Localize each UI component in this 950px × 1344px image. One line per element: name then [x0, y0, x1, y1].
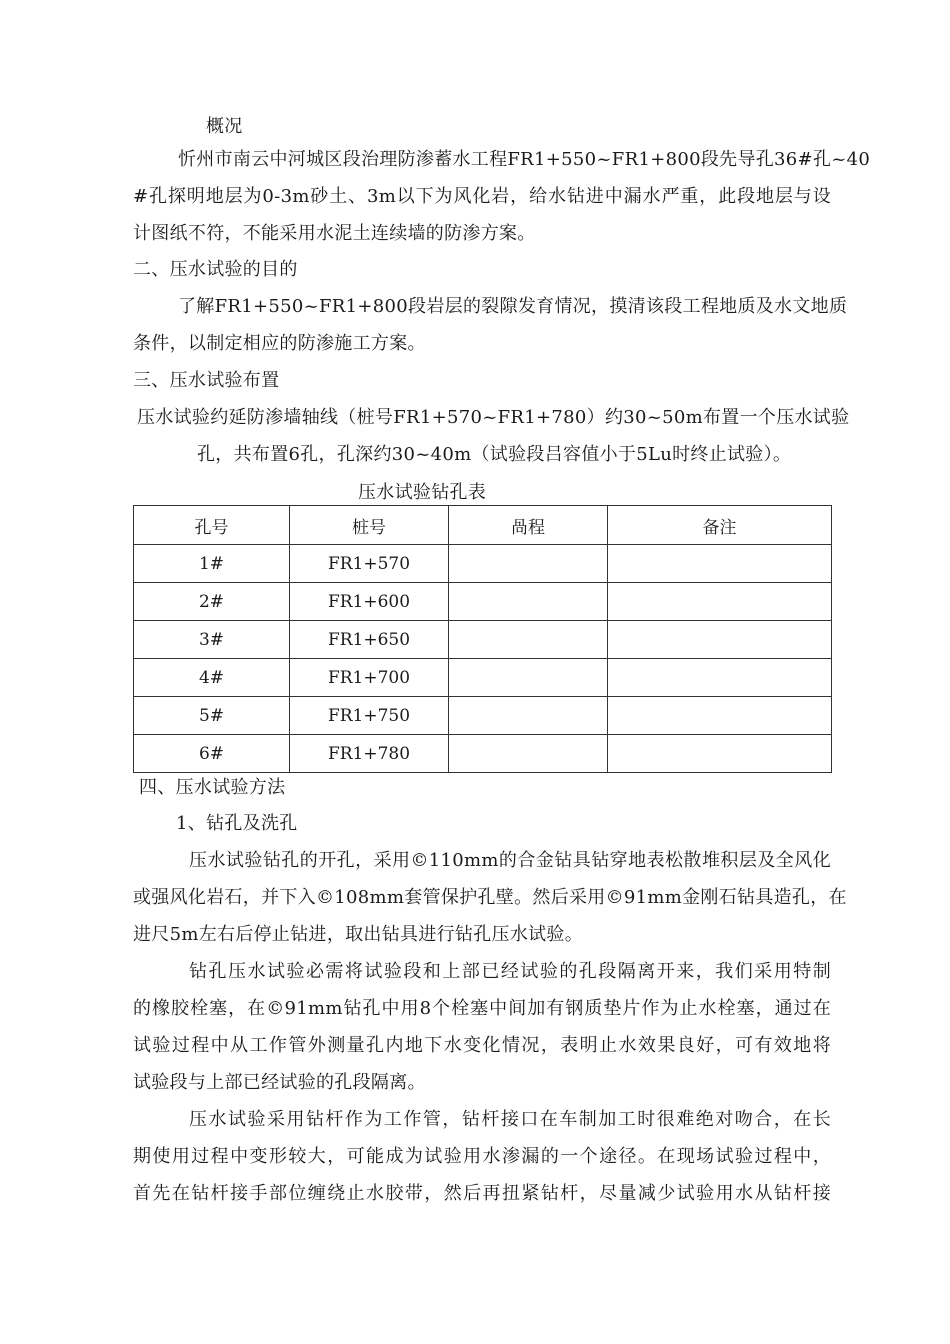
- cell-hole-no: 6#: [134, 735, 290, 773]
- cell-station: FR1+700: [290, 659, 449, 697]
- cell-remarks: [608, 697, 832, 735]
- header-station: 桩号: [290, 506, 449, 545]
- cell-remarks: [608, 735, 832, 773]
- section-method-heading: 四、压水试验方法: [139, 777, 286, 798]
- borehole-table: [133, 505, 832, 773]
- section-purpose-heading: 二、压水试验的目的: [133, 259, 298, 280]
- cell-hole-no: 1#: [134, 545, 290, 583]
- cell-elevation: [449, 621, 608, 659]
- cell-station: FR1+570: [290, 545, 449, 583]
- cell-hole-no: 3#: [134, 621, 290, 659]
- method-paragraph-line: 进尺5m左右后停止钻进，取出钻具进行钻孔压水试验。: [133, 924, 584, 945]
- cell-remarks: [608, 583, 832, 621]
- section-overview-heading: 概况: [206, 116, 243, 137]
- table-row: [134, 697, 832, 735]
- method-paragraph-line: 试验段与上部已经试验的孔段隔离。: [133, 1072, 426, 1093]
- overview-paragraph-line: 计图纸不符，不能采用水泥土连续墙的防渗方案。: [133, 223, 536, 244]
- table-row: [134, 621, 832, 659]
- method-paragraph-line: 钻孔压水试验必需将试验段和上部已经试验的孔段隔离开来，我们采用特制: [189, 961, 831, 982]
- cell-remarks: [608, 545, 832, 583]
- cell-remarks: [608, 659, 832, 697]
- table-row: [134, 545, 832, 583]
- header-hole-no: 孔号: [134, 506, 290, 545]
- method-subheading: 1、钻孔及洗孔: [176, 813, 298, 834]
- overview-paragraph-line: #孔探明地层为0-3m砂土、3m以下为风化岩，给水钻进中漏水严重，此段地层与设: [133, 186, 831, 207]
- method-paragraph-line: 期使用过程中变形较大，可能成为试验用水渗漏的一个途径。在现场试验过程中，: [133, 1146, 831, 1167]
- section-layout-heading: 三、压水试验布置: [133, 370, 280, 391]
- cell-hole-no: 5#: [134, 697, 290, 735]
- purpose-paragraph-line: 了解FR1+550~FR1+800段岩层的裂隙发育情况，摸清该段工程地质及水文地质: [178, 296, 848, 317]
- cell-station: FR1+780: [290, 735, 449, 773]
- header-remarks: 备注: [608, 506, 832, 545]
- method-paragraph-line: 或强风化岩石，并下入©108mm套管保护孔壁。然后采用©91mm金刚石钻具造孔，在: [133, 887, 847, 908]
- cell-hole-no: 2#: [134, 583, 290, 621]
- layout-paragraph-line: 孔，共布置6孔，孔深约30~40m（试验段吕容值小于5Lu时终止试验）。: [197, 444, 792, 465]
- purpose-paragraph-line: 条件，以制定相应的防渗施工方案。: [133, 333, 426, 354]
- method-paragraph-line: 试验过程中从工作管外测量孔内地下水变化情况，表明止水效果良好，可有效地将: [133, 1035, 831, 1056]
- cell-elevation: [449, 583, 608, 621]
- cell-elevation: [449, 659, 608, 697]
- method-paragraph-line: 首先在钻杆接手部位缠绕止水胶带，然后再扭紧钻杆，尽量减少试验用水从钻杆接: [133, 1183, 831, 1204]
- cell-station: FR1+600: [290, 583, 449, 621]
- cell-station: FR1+750: [290, 697, 449, 735]
- cell-elevation: [449, 697, 608, 735]
- cell-remarks: [608, 621, 832, 659]
- cell-elevation: [449, 545, 608, 583]
- table-row: [134, 583, 832, 621]
- table-row: [134, 659, 832, 697]
- method-paragraph-line: 的橡胶栓塞，在©91mm钻孔中用8个栓塞中间加有钢质垫片作为止水栓塞，通过在: [133, 998, 831, 1019]
- table-header-row: [134, 506, 832, 545]
- header-elevation: 咼程: [449, 506, 608, 545]
- overview-paragraph-line: 忻州市南云中河城区段治理防渗蓄水工程FR1+550~FR1+800段先导孔36#孔~40: [178, 149, 871, 170]
- cell-station: FR1+650: [290, 621, 449, 659]
- table-caption: 压水试验钻孔表: [358, 482, 487, 503]
- method-paragraph-line: 压水试验采用钻杆作为工作管，钻杆接口在车制加工时很难绝对吻合，在长: [189, 1109, 831, 1130]
- cell-hole-no: 4#: [134, 659, 290, 697]
- layout-paragraph-line: 压水试验约延防渗墙轴线（桩号FR1+570~FR1+780）约30~50m布置一个压水试验: [137, 407, 850, 428]
- cell-elevation: [449, 735, 608, 773]
- table-row: [134, 735, 832, 773]
- method-paragraph-line: 压水试验钻孔的开孔，采用©110mm的合金钻具钻穿地表松散堆积层及全风化: [189, 850, 831, 871]
